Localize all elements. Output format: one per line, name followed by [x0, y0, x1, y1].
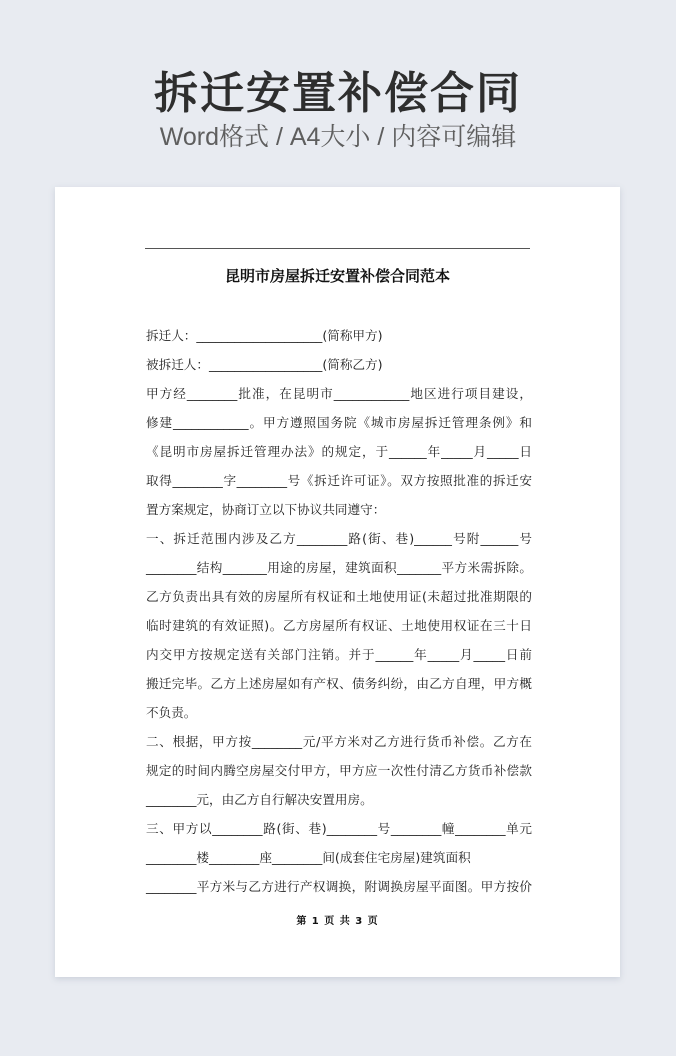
body-line: 被拆迁人：__________________(简称乙方)	[146, 357, 383, 372]
document-page	[55, 187, 620, 977]
body-line: 内交甲方按规定送有关部门注销。并于______年_____月_____日前	[146, 647, 532, 662]
body-line: 规定的时间内腾空房屋交付甲方，甲方应一次性付清乙方货币补偿款	[146, 763, 532, 778]
body-line: 二、根据，甲方按________元/平方米对乙方进行货币补偿。乙方在	[146, 734, 532, 749]
body-line: 搬迁完毕。乙方上述房屋如有产权、债务纠纷，由乙方自理，甲方概	[146, 676, 532, 691]
body-line: 乙方负责出具有效的房屋所有权证和土地使用证(未超过批准期限的	[146, 589, 532, 604]
body-line: 一、拆迁范围内涉及乙方________路(街、巷)______号附______号	[146, 531, 532, 546]
document-title: 昆明市房屋拆迁安置补偿合同范本	[224, 267, 450, 285]
body-line: ________元，由乙方自行解决安置用房。	[146, 792, 373, 807]
page-footer: 第 1 页 共 3 页	[296, 916, 379, 927]
header-rule	[145, 248, 530, 249]
body-line: 修建____________。甲方遵照国务院《城市房屋拆迁管理条例》和	[146, 415, 532, 430]
body-line: 不负责。	[146, 705, 197, 720]
body-line: 拆迁人：____________________(简称甲方)	[146, 328, 383, 343]
body-line: ________楼________座________间(成套住宅房屋)建筑面积	[146, 850, 471, 865]
document-body	[146, 321, 532, 901]
body-line: 甲方经________批准，在昆明市____________地区进行项目建设，	[146, 386, 532, 401]
body-line: 三、甲方以________路(街、巷)________号________幢________单元	[146, 821, 532, 836]
banner-title: 拆迁安置补偿合同	[154, 68, 522, 119]
body-line: 临时建筑的有效证照)。乙方房屋所有权证、土地使用权证在三十日	[146, 618, 532, 633]
body-line: 取得________字________号《拆迁许可证》。双方按照批准的拆迁安	[146, 473, 532, 488]
body-line: ________平方米与乙方进行产权调换，附调换房屋平面图。甲方按价	[146, 879, 532, 894]
body-line: ________结构_______用途的房屋，建筑面积_______平方米需拆除。	[146, 560, 532, 575]
body-line: 置方案规定，协商订立以下协议共同遵守：	[146, 502, 386, 517]
banner-subtitle: Word格式 / A4大小 / 内容可编辑	[159, 123, 517, 151]
body-line: 《昆明市房屋拆迁管理办法》的规定，于______年_____月_____日	[146, 444, 532, 459]
